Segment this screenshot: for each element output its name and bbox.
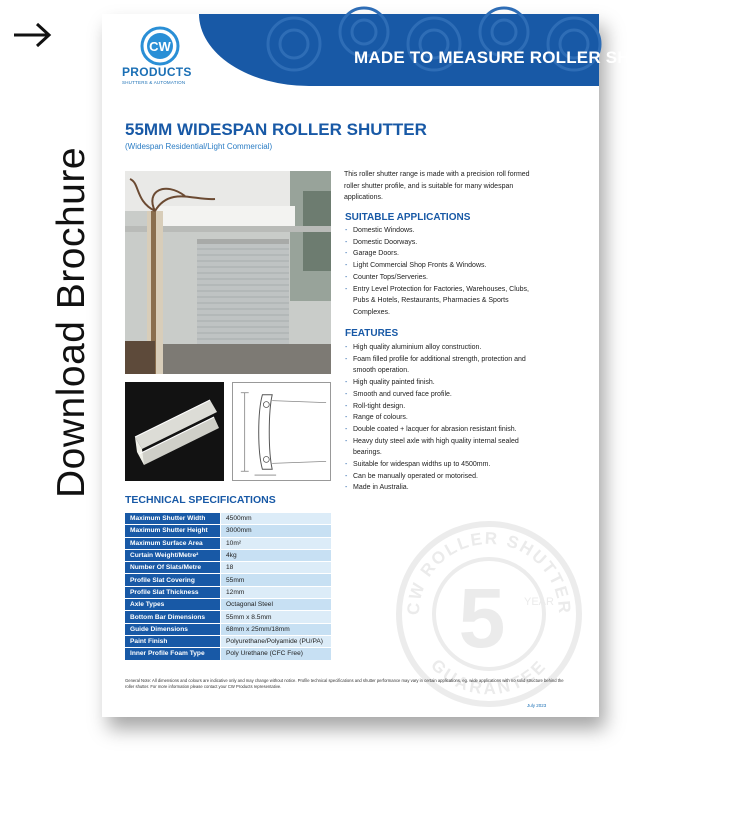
table-row (125, 586, 331, 598)
list-item: - Entry Level Protection for Factories, Warehouses, Clubs, Pubs & Hotels, Restaurants, Pharmacies & Sports Complexes. (345, 284, 535, 319)
list-item: - Domestic Doorways. (345, 237, 535, 249)
spec-label: Maximum Shutter Height (125, 525, 221, 537)
features-list (345, 342, 545, 494)
download-brochure-label: Download Brochure (50, 146, 93, 498)
table-row (125, 635, 331, 647)
applications-list (345, 225, 535, 319)
spec-value: 18 (221, 562, 332, 574)
list-item: - Domestic Windows. (345, 225, 535, 237)
intro-text: This roller shutter range is made with a precision roll formed roller shutter profile, and is suitable for many widespan applications. (344, 171, 530, 201)
specs-heading: TECHNICAL SPECIFICATIONS (125, 494, 276, 506)
logo-name: PRODUCTS (122, 65, 192, 79)
spec-value: 3000mm (221, 525, 332, 537)
list-item: - Garage Doors. (345, 248, 535, 260)
brochure-page[interactable] (102, 14, 699, 717)
cw-logo-icon (140, 26, 180, 66)
table-row (125, 574, 331, 586)
list-item: - Light Commercial Shop Fronts & Windows. (345, 260, 535, 272)
table-row (125, 562, 331, 574)
list-item: - Can be manually operated or motorised. (345, 471, 545, 483)
table-row (125, 599, 331, 611)
product-title: 55MM WIDESPAN ROLLER SHUTTER (125, 120, 427, 139)
banner-title: MADE TO MEASURE ROLLER SHUTTERS (354, 48, 699, 67)
house-shutter-photo (125, 171, 331, 374)
spec-value: 68mm x 25mm/18mm (221, 623, 332, 635)
table-row (125, 611, 331, 623)
list-item: - Made in Australia. (345, 482, 545, 494)
table-row (125, 648, 331, 660)
spec-label: Maximum Surface Area (125, 537, 221, 549)
seal-year: YEAR (524, 596, 554, 608)
spec-value: Octagonal Steel (221, 599, 332, 611)
list-item: - Suitable for widespan widths up to 4500mm. (345, 459, 545, 471)
list-item: - High quality aluminium alloy construction. (345, 342, 545, 354)
spec-value: 10m² (221, 537, 332, 549)
list-item: - Double coated + lacquer for abrasion resistant finish. (345, 424, 545, 436)
logo-tagline: SHUTTERS & AUTOMATION (122, 80, 186, 85)
spec-value: 55mm x 8.5mm (221, 611, 332, 623)
specs-table (125, 513, 331, 661)
header-banner (199, 14, 699, 86)
list-item: - Counter Tops/Serveries. (345, 272, 535, 284)
seal-bottom-text: GUARANTEE (427, 655, 551, 699)
table-row (125, 513, 331, 525)
spec-label: Bottom Bar Dimensions (125, 611, 221, 623)
list-item: - Smooth and curved face profile. (345, 389, 545, 401)
spec-value: 4kg (221, 549, 332, 561)
spec-label: Curtain Weight/Metre² (125, 549, 221, 561)
download-brochure-link[interactable] (0, 0, 93, 520)
spec-label: Profile Slat Thickness (125, 586, 221, 598)
spec-label: Maximum Shutter Width (125, 513, 221, 525)
spec-value: Polyurethane/Polyamide (PU/PA) (221, 635, 332, 647)
spec-label: Inner Profile Foam Type (125, 648, 221, 660)
slat-profile-photo (125, 382, 224, 481)
seal-top-text: CW ROLLER SHUTTER (403, 528, 575, 616)
spec-value: 4500mm (221, 513, 332, 525)
list-item: - High quality painted finish. (345, 377, 545, 389)
arrow-right-icon (12, 20, 54, 50)
product-subtitle: (Widespan Residential/Light Commercial) (125, 142, 273, 151)
table-row (125, 623, 331, 635)
table-row (125, 549, 331, 561)
spec-value: 12mm (221, 586, 332, 598)
features-heading: FEATURES (345, 328, 399, 339)
spec-label: Guide Dimensions (125, 623, 221, 635)
list-item: - Roll-tight design. (345, 401, 545, 413)
spec-label: Profile Slat Covering (125, 574, 221, 586)
list-item: - Heavy duty steel axle with high quality internal sealed bearings. (345, 436, 545, 459)
footnote: General Note: All dimensions and colours are indicative only and may change without notice. Profile technical specifications and shutter performance may vary in certain applications, eg. wide applications with no solid structure behind the roller shutter. For more information please contact your CW Products representative. (125, 678, 564, 689)
seal-number: 5 (458, 571, 506, 665)
spec-label: Axle Types (125, 599, 221, 611)
table-row (125, 525, 331, 537)
logo-mark-text: CW (149, 39, 171, 54)
spec-value: 55mm (221, 574, 332, 586)
spec-label: Number Of Slats/Metre (125, 562, 221, 574)
list-item: - Range of colours. (345, 412, 545, 424)
table-row (125, 537, 331, 549)
spec-value: Poly Urethane (CFC Free) (221, 648, 332, 660)
slat-dimension-diagram (232, 382, 331, 481)
applications-heading: SUITABLE APPLICATIONS (345, 212, 471, 223)
spec-label: Paint Finish (125, 635, 221, 647)
list-item: - Foam filled profile for additional strength, protection and smooth operation. (345, 354, 545, 377)
publish-date: July 2023 (527, 703, 547, 708)
